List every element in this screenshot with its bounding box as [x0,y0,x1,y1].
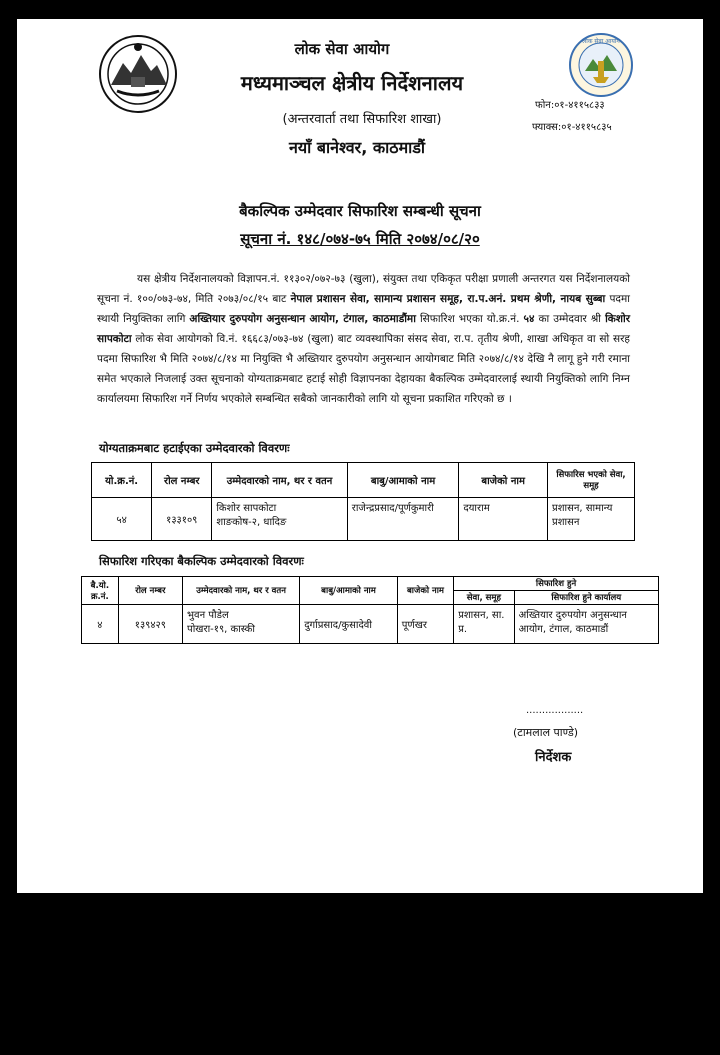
candidate-name: किशोर सापकोटा [216,503,277,514]
col-grandfather: बाजेको नाम [397,577,453,605]
cell-serial: ४ [82,605,119,644]
body-bold-1: नेपाल प्रशासन सेवा, सामान्य प्रशासन समूह, रा.प.अनं. प्रथम श्रेणी, नायब सुब्बा [290,293,606,305]
col-parents: बाबु/आमाको नाम [300,577,398,605]
cell-service: प्रशासन, सा. प्र. [454,605,514,644]
col-service: सेवा, समूह [454,591,514,605]
col-name: उम्मेदवारको नाम, थर र वतन [212,463,347,498]
candidate-address: शाङकोष-२, धादिङ [216,517,287,528]
col-roll: रोल नम्बर [118,577,182,605]
notice-page [17,19,703,893]
cell-grandfather: दयाराम [459,498,548,541]
col-service: सिफारिस भएको सेवा, समूह [548,463,635,498]
col-office: सिफारिश हुने कार्यालय [514,591,658,605]
cell-name [183,605,300,644]
col-roll: रोल नम्बर [152,463,212,498]
notice-reference [167,229,553,249]
cell-grandfather: पूर्णखर [397,605,453,644]
table-row [92,498,635,541]
notice-reference-text: सूचना नं. १४८/०७४-७५ मिति २०७४/०८/२० [240,230,480,248]
removed-candidate-table [91,462,635,541]
body-part-4: का उम्मेदवार श्री [534,313,606,325]
signatory-title: निर्देशक [535,750,572,765]
col-serial: बै.यो. क्र.नं. [82,577,119,605]
cell-office: अख्तियार दुरुपयोग अनुसन्धान आयोग, टंगाल, काठमाडौं [514,605,658,644]
recommended-section-heading: सिफारिश गरिएका बैकल्पिक उम्मेदवारको विवरणः [99,554,304,568]
fax-number: फ्याक्स:०१-४११५८३५ [532,122,612,133]
signature-line: .................. [526,705,584,716]
table-header-row [82,577,659,591]
org-name: लोक सेवा आयोग [294,40,390,58]
table-row [82,605,659,644]
body-bold-2: अख्तियार दुरुपयोग अनुसन्धान आयोग, टंगाल, काठमाडौंमा [189,313,416,325]
candidate-address: पोखरा-१९, कास्की [187,624,255,635]
notice-title: बैकल्पिक उम्मेदवार सिफारिश सम्बन्धी सूचना [239,202,481,220]
psc-logo-text: लोक सेवा आयोग [582,38,620,45]
cell-parents: दुर्गाप्रसाद/कुसादेवी [300,605,398,644]
col-grandfather: बाजेको नाम [459,463,548,498]
body-bold-4: किशोर सापकोटा [97,313,630,345]
cell-roll: १३९४२९ [118,605,182,644]
nepal-emblem-logo [97,33,179,115]
office-name: मध्यमाञ्चल क्षेत्रीय निर्देशनालय [240,71,464,95]
cell-name [212,498,347,541]
psc-logo [567,31,635,99]
branch-name: (अन्तरवार्ता तथा सिफारिश शाखा) [282,112,442,127]
signatory-name: (टामलाल पाण्डे) [513,726,579,739]
notice-body [97,269,630,409]
cell-roll: १३३१०९ [152,498,212,541]
col-serial: यो.क्र.नं. [92,463,152,498]
cell-parents: राजेन्द्रप्रसाद/पूर्णकुमारी [347,498,459,541]
body-part-5: लोक सेवा आयोगको वि.नं. १६६८३/०७३-७४ (खुला) बाट व्यवस्थापिका संसद सेवा, रा.प. तृतीय श्रेणी, शाखा अधिकृत वा सो सरह पदमा सिफारिश भै मिति २०७४/८/१४ मा नियुक्ति भै अख्तियार दुरुपयोग अनुसन्धान आयोगबाट मिति २०७४/८/१४ देखि नै लागू हुने गरी रमाना समेत भएकाले निजलाई उक्त सूचनाको योग्यताक्रमबाट हटाई सोही विज्ञापनका देहायका बैकल्पिक उम्मेदवारलाई स्थायी नियुक्तिको लागि निम्न कार्यालयमा सिफारिश गर्ने निर्णय भएकोले सम्बन्धित सबैको जानकारीको लागि यो सूचना प्रकाशित गरिएको छ । [97,333,630,405]
body-part-3: सिफारिश भएका यो.क्र.नं. [415,313,524,325]
body-part-2: पदमा स्थायी नियुक्तिका लागि [97,293,630,325]
col-parents: बाबु/आमाको नाम [347,463,459,498]
removed-section-heading: योग्यताक्रमबाट हटाईएका उम्मेदवारको विवरणः [99,441,290,455]
cell-service: प्रशासन, सामान्य प्रशासन [548,498,635,541]
body-part-1: यस क्षेत्रीय निर्देशनालयको विज्ञापन.नं. ११३०२/०७२-७३ (खुला), संयुक्त तथा एकिकृत परीक्षा प्रणाली अन्तरगत यस निर्देशनालयको सूचना नं. १००/०७३-७४, मिति २०७३/०८/१५ बाट [97,273,630,305]
recommended-candidate-table [81,576,659,644]
col-name: उम्मेदवारको नाम, थर र वतन [183,577,300,605]
phone-number: फोन:०१-४११५८३३ [535,100,605,111]
cell-serial: ५४ [92,498,152,541]
candidate-name: भुवन पौडेल [187,610,229,621]
col-recommend-group: सिफारिश हुने [454,577,659,591]
office-address: नयाँ बानेश्वर, काठमाडौं [288,138,426,157]
table-header-row [92,463,635,498]
body-bold-3: ५४ [523,313,535,325]
